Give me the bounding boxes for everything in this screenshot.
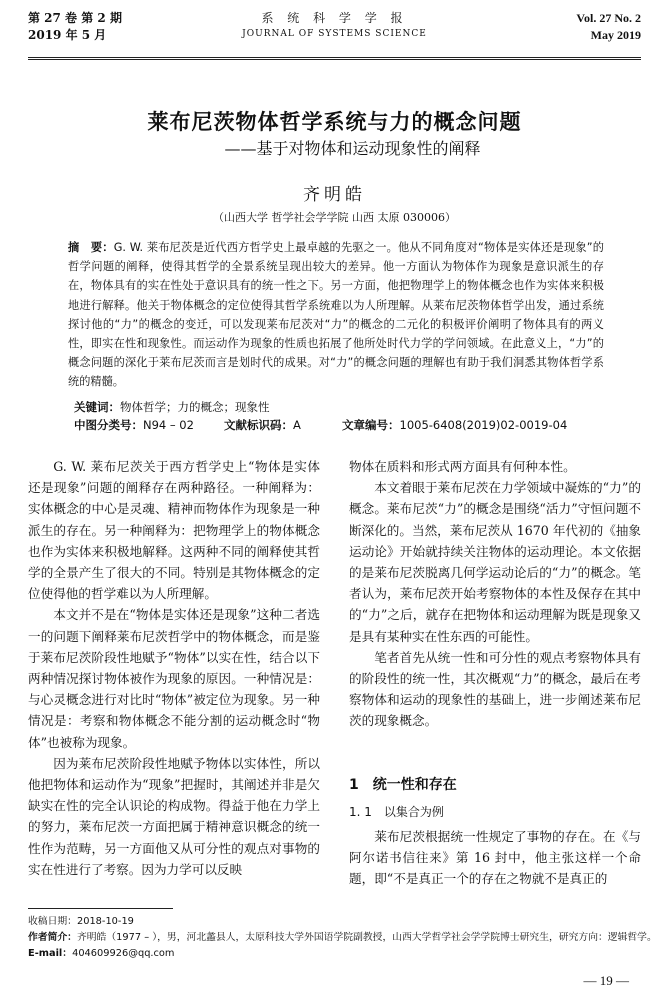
paragraph: G. W. 莱布尼茨关于西方哲学史上“物体是实体还是现象”问题的阐释存在两种路径。一种阐释为：实体概念的中心是灵魂、精神而物体作为现象是一种派生的存在。另一种阐释为：把物理学上的物体概念也作为实体来积极地解释。这两种不同的阐释使其哲学的全景产生了很大的不同。特别是其物体概念的定位使得他的哲学难以为人所理解。 — [28, 459, 320, 602]
paragraph: 笔者首先从统一性和可分性的观点考察物体具有的阶段性的统一性，其次概观“力”的概念，最后在考察物体和运动的现象性的基础上，进一步阐述莱布尼茨的现象概念。 — [349, 649, 641, 729]
footnote-rule — [28, 908, 173, 909]
paragraph: 本文着眼于莱布尼茨在力学领域中凝炼的“力”的概念。莱布尼茨“力”的概念是围绕“活力”守恒问题不断深化的。当然，莱布尼茨从 1670 年代初的《抽象运动论》开始就持续关注物体的运动理论。本文依据的是莱布尼茨脱离几何学运动论后的“力”的概念。笔者认为，莱布尼茨开始考察物体的本性及保存在其中的“力”之后，就存在把物体和运动理解为既是现象又是具有某种实在性东西的可能性。 — [349, 480, 641, 644]
keywords-label: 关键词： — [74, 400, 120, 414]
classification-label: 中图分类号： — [74, 418, 143, 432]
email-label: E-mail： — [28, 948, 73, 959]
article-subtitle: ——基于对物体和运动现象性的阐释 — [224, 139, 481, 158]
volume-issue: 第 27 卷 第 2 期 — [28, 11, 122, 25]
issue-date-en: May 2019 — [590, 28, 641, 42]
author-bio — [28, 931, 657, 945]
page-number: — 19 — — [583, 973, 629, 988]
doc-code-value: A — [293, 418, 301, 432]
abstract-text: G. W. 莱布尼茨是近代西方哲学史上最卓越的先驱之一。他从不同角度对“物体是实体还是现象”的哲学问题的阐释，使得其哲学的全景系统呈现出较大的差异。他一方面认为物体作为现象是意识派生的存在，物体具有的实在性处于意识具有的统一性之下。另一方面，他把物理学上的物体概念也作为实体来积极地进行解释。他关于物体概念的定位使得其哲学系统难以为人所理解。从莱布尼茨物体哲学出发，通过系统探讨他的“力”的概念的变迁，可以发现莱布尼茨对“力”的概念的二元化的积极评价阐明了物体具有的两义性，即实在性和现象性。而运动作为现象的性质也拓展了他所处时代力学的学问领域。在此意义上，“力”的概念问题的深化于莱布尼茨而言是划时代的成果。对“力”的概念问题的理解也有助于我们洞悉其物体哲学系统的精髓。 — [68, 241, 604, 389]
article-number — [342, 417, 567, 433]
author-affiliation: （山西大学 哲学社会学学院 山西 太原 030006） — [213, 211, 456, 224]
journal-name-en: JOURNAL OF SYSTEMS SCIENCE — [242, 29, 427, 39]
body-column-right — [349, 456, 641, 732]
author-email — [28, 947, 641, 961]
abstract-label: 摘 要： — [68, 241, 114, 254]
keywords-text: 物体哲学；力的概念；现象性 — [120, 400, 270, 414]
keywords — [74, 399, 270, 415]
author-bio-label: 作者简介： — [28, 932, 77, 943]
subsection-heading: 1. 1 以集合为例 — [349, 805, 444, 819]
body-column-right-continued — [349, 826, 641, 890]
journal-name-cn: 系 统 科 学 学 报 — [261, 11, 408, 25]
header-rule — [28, 57, 641, 58]
author-bio-text: 齐明皓（1977 – ），男，河北蠡县人，太原科技大学外国语学院副教授，山西大学哲学社会学学院博士研究生，研究方向：逻辑哲学。 — [76, 932, 657, 943]
header-rule-double — [28, 59, 641, 60]
volume-issue-en: Vol. 27 No. 2 — [576, 11, 641, 25]
received-date: 收稿日期：2018-10-19 — [28, 916, 134, 927]
section-heading: 1 统一性和存在 — [349, 777, 457, 793]
email-value: 404609926@qq.com — [72, 948, 175, 959]
classification — [74, 417, 194, 433]
paragraph: 莱布尼茨根据统一性规定了事物的存在。在《与阿尔诺书信往来》第 16 封中，他主张这样一个命题，即“不是真正一个的存在之物就不是真正的 — [349, 829, 641, 887]
journal-header — [28, 10, 641, 54]
doc-code-label: 文献标识码： — [224, 418, 293, 432]
document-code — [224, 417, 301, 433]
classification-value: N94 – 02 — [143, 418, 194, 432]
article-title: 莱布尼茨物体哲学系统与力的概念问题 — [147, 109, 522, 134]
journal-name — [28, 10, 641, 42]
body-column-left — [28, 456, 320, 880]
issue-info-en — [576, 10, 641, 44]
abstract — [68, 238, 604, 392]
paragraph: 本文并不是在“物体是实体还是现象”这种二者选一的问题下阐释莱布尼茨哲学中的物体概念，而是鉴于莱布尼茨阶段性地赋予“物体”以实在性，结合以下两种情况探讨物体被作为现象的原因。一种情况是：与心灵概念进行对比时“物体”被定位为现象。另一种情况是：考察和物体概念不能分割的运动概念时“物体”也被称为现象。 — [28, 607, 320, 750]
author-name: 齐明皓 — [303, 185, 366, 205]
paragraph: 物体在质料和形式两方面具有何种本性。 — [349, 459, 576, 474]
issue-date: 2019 年 5 月 — [28, 28, 107, 42]
article-no-label: 文章编号： — [342, 418, 400, 432]
article-metadata — [74, 417, 609, 433]
article-no-value: 1005-6408(2019)02-0019-04 — [399, 418, 568, 432]
paragraph: 因为莱布尼茨阶段性地赋予物体以实体性，所以他把物体和运动作为“现象”把握时，其阐述并非是欠缺实在性的完全认识论的构成物。得益于他在力学上的努力，莱布尼茨一方面把属于精神意识概念的统一性作为范畴，另一方面他又从可分性的观点对事物的实在性进行了考察。因为力学可以反映 — [28, 755, 320, 877]
